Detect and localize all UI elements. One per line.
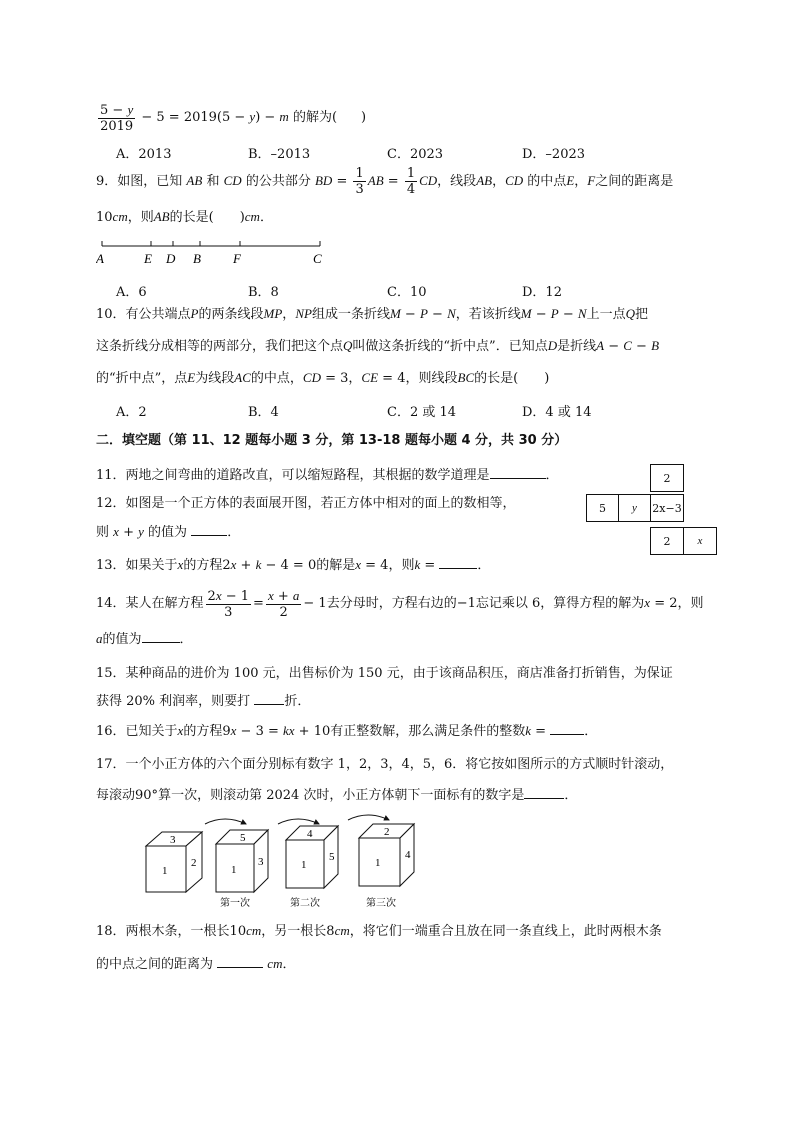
point-d-label: D bbox=[166, 251, 176, 266]
q10-line-1: 10．有公共端点P的两条线段MP，NP组成一条折线M − P − N，若该折线M − P − N上一点Q把 bbox=[96, 306, 649, 322]
net-cell-bottom-2: 2 bbox=[650, 527, 684, 555]
q10-option-a[interactable]: A．2 bbox=[116, 405, 147, 420]
caption-1: 第一次 bbox=[220, 898, 250, 909]
q14-line-2: a的值为 ． bbox=[96, 631, 193, 647]
q14-answer-blank[interactable] bbox=[142, 630, 180, 643]
q15-answer-blank[interactable] bbox=[254, 692, 284, 705]
q18-answer-blank[interactable] bbox=[217, 955, 263, 968]
net-cell-y: y bbox=[618, 494, 651, 522]
cube-4-front: 1 bbox=[375, 857, 381, 869]
q10-option-c[interactable]: C．2 或 14 bbox=[387, 405, 457, 420]
point-f-label: F bbox=[233, 251, 241, 266]
net-cell-2x-3: 2x−3 bbox=[650, 494, 684, 522]
cube-4-side: 4 bbox=[405, 849, 411, 861]
q8-option-c[interactable]: C．2023 bbox=[387, 147, 444, 162]
q8-stem: $\frac{5 - y}{2019}$ − 5 = 2019(5 − y) − m 的解为( ) bbox=[100, 101, 367, 134]
net-cell-x: x bbox=[683, 527, 717, 555]
q16-answer-blank[interactable] bbox=[550, 722, 584, 735]
q12-answer-blank[interactable] bbox=[191, 523, 227, 536]
q11-answer-blank[interactable] bbox=[490, 466, 546, 479]
q15-line-1: 15．某种商品的进价为 100 元，出售标价为 150 元，由于该商品积压，商店准备打折销售，为保证 bbox=[96, 666, 673, 681]
point-c-label: C bbox=[313, 251, 322, 266]
cube-3-side: 5 bbox=[329, 851, 335, 863]
q9-option-d[interactable]: D．12 bbox=[522, 285, 562, 300]
q18-line-2: 的中点之间的距离为 cm． bbox=[96, 956, 296, 972]
q10-line-3: 的“折中点”，点E为线段AC的中点，CD = 3，CE = 4，则线段BC的长是( ) bbox=[96, 370, 550, 386]
q10-option-d[interactable]: D．4 或 14 bbox=[522, 405, 592, 420]
cube-2-top: 5 bbox=[240, 832, 246, 844]
q16-stem: 16．已知关于x的方程9x − 3 = kx + 10有正整数解，那么满足条件的整数k = ． bbox=[96, 723, 598, 739]
q12-line-2: 则 x + y 的值为 ． bbox=[96, 524, 241, 540]
q12-line-1: 12．如图是一个正方体的表面展开图，若正方体中相对的面上的数相等， bbox=[96, 496, 516, 511]
point-a-label: A bbox=[96, 251, 104, 266]
q13-answer-blank[interactable] bbox=[439, 556, 477, 569]
section-2-heading: 二．填空题（第 11、12 题每小题 3 分，第 13-18 题每小题 4 分，共 30 分） bbox=[96, 433, 568, 448]
q9-stem-2: 10cm，则AB的长是( )cm． bbox=[96, 209, 273, 225]
cube-2-side: 3 bbox=[258, 856, 264, 868]
cube-1-side: 2 bbox=[191, 857, 197, 869]
q14-line-1: 14．某人在解方程 $\frac{2x - 1}{3}$ = $\frac{x + a}{2}$ − 1去分母时，方程右边的−1忘记乘以 6，算得方程的解为x = 2，则 bbox=[96, 587, 704, 620]
cube-3-front: 1 bbox=[301, 859, 307, 871]
caption-2: 第二次 bbox=[290, 898, 320, 909]
q9-stem: 9．如图，已知 AB 和 CD 的公共部分 BD = $\frac{1}{3}$ AB = $\frac{1}{4}$ CD，线段AB，CD 的中点E，F之间的距离是 bbox=[96, 166, 674, 197]
cube-2-front: 1 bbox=[231, 864, 237, 876]
point-b-label: B bbox=[193, 251, 201, 266]
q8-option-b[interactable]: B．–2013 bbox=[248, 147, 311, 162]
caption-3: 第三次 bbox=[366, 898, 396, 909]
q8-option-d[interactable]: D．–2023 bbox=[522, 147, 586, 162]
q18-line-1: 18．两根木条，一根长10cm，另一根长8cm，将它们一端重合且放在同一条直线上，此时两根木条 bbox=[96, 923, 662, 939]
q17-line-1: 17．一个小正方体的六个面分别标有数字 1，2，3，4，5，6．将它按如图所示的方式顺时针滚动， bbox=[96, 757, 674, 772]
q11-stem: 11．两地之间弯曲的道路改直，可以缩短路程，其根据的数学道理是 ． bbox=[96, 468, 559, 483]
q10-option-b[interactable]: B．4 bbox=[248, 405, 279, 420]
q9-segment-figure bbox=[96, 236, 336, 270]
net-cell-5: 5 bbox=[586, 494, 619, 522]
q13-stem: 13．如果关于x的方程2x + k − 4 = 0的解是x = 4，则k = ． bbox=[96, 557, 491, 573]
q17-line-2: 每滚动90°算一次，则滚动第 2024 次时，小正方体朝下一面标有的数字是 ． bbox=[96, 788, 578, 803]
cube-1-front: 1 bbox=[162, 865, 168, 877]
cube-3-top: 4 bbox=[307, 828, 313, 840]
rolling-cubes-figure bbox=[140, 810, 430, 910]
cube-1-top: 3 bbox=[170, 834, 176, 846]
q8-option-a[interactable]: A．2013 bbox=[116, 147, 172, 162]
net-cell-top: 2 bbox=[650, 464, 684, 492]
point-e-label: E bbox=[144, 251, 152, 266]
q10-line-2: 这条折线分成相等的两部分，我们把这个点Q叫做这条折线的“折中点”．已知点D是折线A − C − B bbox=[96, 338, 660, 354]
q9-option-b[interactable]: B．8 bbox=[248, 285, 279, 300]
cube-4-top: 2 bbox=[384, 826, 390, 838]
q17-answer-blank[interactable] bbox=[524, 786, 564, 799]
q15-line-2: 获得 20% 利润率，则要打 折． bbox=[96, 694, 311, 709]
q9-option-a[interactable]: A．6 bbox=[116, 285, 147, 300]
q9-option-c[interactable]: C．10 bbox=[387, 285, 427, 300]
